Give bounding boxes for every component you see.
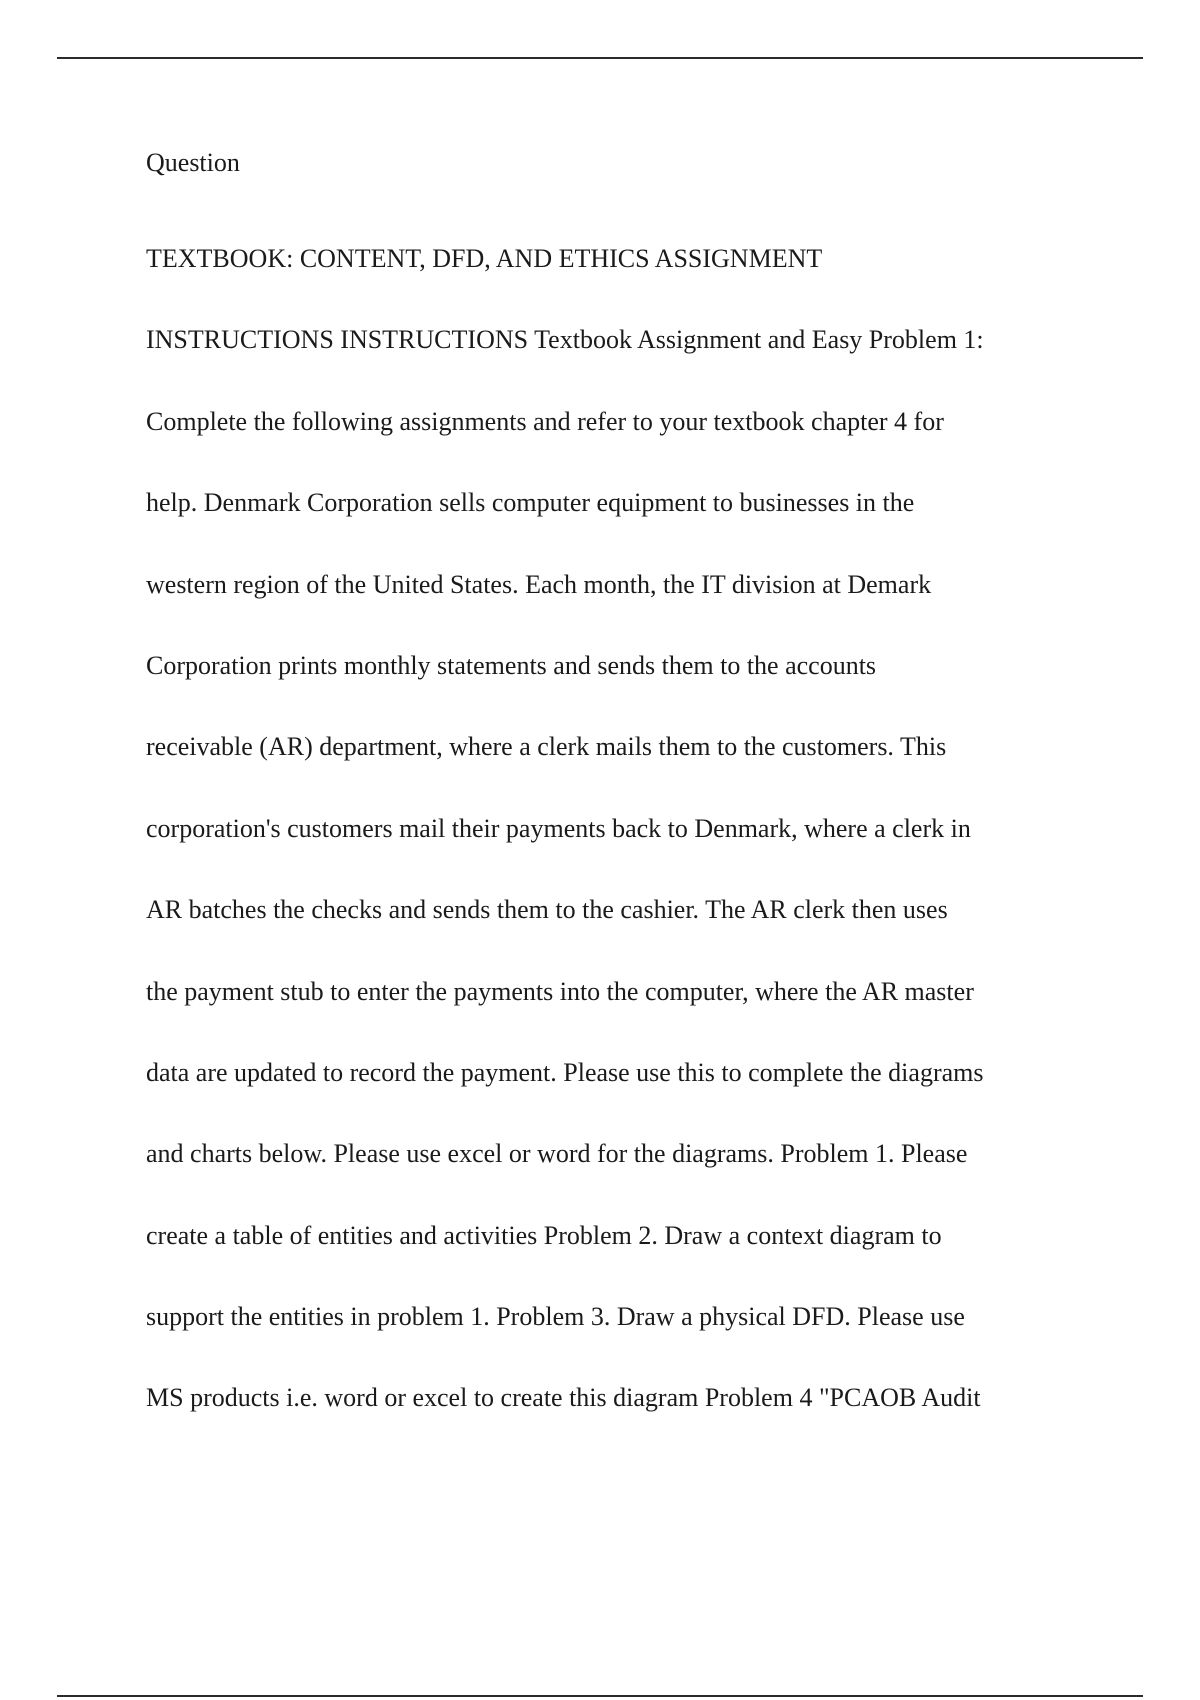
text-line: MS products i.e. word or excel to create this diagram Problem 4 "PCAOB Audit (146, 1383, 981, 1413)
text-line: Corporation prints monthly statements and sends them to the accounts (146, 650, 877, 680)
text-line: receivable (AR) department, where a clerk mails them to the customers. This (146, 732, 947, 762)
text-line: TEXTBOOK: CONTENT, DFD, AND ETHICS ASSIGNMENT (146, 244, 823, 273)
text-line: Complete the following assignments and refer to your textbook chapter 4 for (146, 406, 944, 436)
text-line: INSTRUCTIONS INSTRUCTIONS Textbook Assignment and Easy Problem 1: (146, 325, 984, 355)
text-line: data are updated to record the payment. Please use this to complete the diagrams (146, 1057, 984, 1087)
text-line: support the entities in problem 1. Problem 3. Draw a physical DFD. Please use (146, 1302, 965, 1332)
text-line: AR batches the checks and sends them to the cashier. The AR clerk then uses (146, 895, 948, 925)
text-line: the payment stub to enter the payments into the computer, where the AR master (146, 976, 974, 1006)
question-heading: Question (146, 148, 240, 177)
top-divider (57, 57, 1143, 59)
text-line: western region of the United States. Each month, the IT division at Demark (146, 569, 932, 599)
question-text (146, 236, 1086, 1421)
bottom-divider (57, 1695, 1143, 1697)
text-line: and charts below. Please use excel or word for the diagrams. Problem 1. Please (146, 1139, 968, 1169)
text-line: help. Denmark Corporation sells computer equipment to businesses in the (146, 488, 915, 518)
document-body (146, 140, 1086, 1457)
text-line: corporation's customers mail their payments back to Denmark, where a clerk in (146, 813, 971, 843)
text-line: create a table of entities and activities Problem 2. Draw a context diagram to (146, 1220, 942, 1250)
